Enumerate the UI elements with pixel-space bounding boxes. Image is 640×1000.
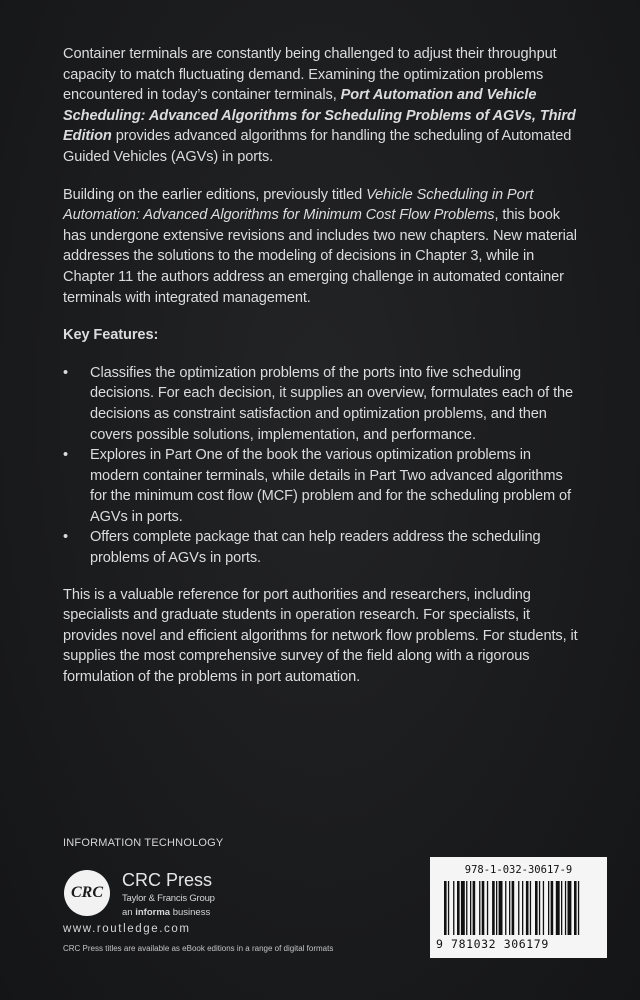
- isbn-barcode: [430, 857, 607, 958]
- previous-title: Vehicle Scheduling in Port Automation: Advanced Algorithms for Minimum Cost Flow Problems: [63, 186, 534, 224]
- book-title: Port Automation and Vehicle Scheduling: Advanced Algorithms for Scheduling Problems of AGVs, Third Edition: [63, 87, 576, 145]
- isbn-text: 978-1-032-30617-9: [464, 864, 573, 876]
- blurb-text: [63, 44, 583, 705]
- feature-item: • Classifies the optimization problems of the ports into five scheduling decisions. For each decision, it supplies an overview, formulates each of the decisions as constraint satisfaction and optimization problems, and then covers possible solutions, implementation, and performance.: [63, 364, 574, 443]
- bullet-icon: •: [63, 364, 69, 381]
- intro-paragraph: Container terminals are constantly being challenged to adjust their throughput capacity to match fluctuating demand. Examining the optimization problems encountered in today’s container terminals, Port Automation and Vehicle Scheduling: Advanced Algorithms for Scheduling Problems of AGVs, Third Edition provides advanced algorithms for handling the scheduling of Automated Guided Vehicles (AGVs) in ports.: [63, 46, 576, 165]
- editions-paragraph: Building on the earlier editions, previously titled Vehicle Scheduling in Port Automation: Advanced Algorithms for Minimum Cost Flow Problems, this book has undergone extensive revisions and includes two new chapters. New material addresses the solutions to the modeling of decisions in Chapter 3, while in Chapter 11 the authors address an emerging challenge in automated container terminals with integrated management.: [63, 186, 577, 306]
- isbn-digits: 9 781032 306179: [436, 937, 549, 951]
- bullet-icon: •: [63, 529, 69, 546]
- ebook-note: CRC Press titles are available as eBook editions in a range of digital formats: [63, 944, 334, 953]
- feature-list: [63, 363, 583, 569]
- publisher-group: Taylor & Francis Group: [122, 893, 215, 904]
- feature-item: • Offers complete package that can help readers address the scheduling problems of AGVs in ports.: [63, 529, 541, 567]
- key-features-heading: Key Features:: [63, 327, 159, 344]
- bullet-icon: •: [63, 447, 69, 464]
- feature-item: • Explores in Part One of the book the various optimization problems in modern container terminals, while details in Part Two advanced algorithms for the minimum cost flow (MCF) problem and for the scheduling problem of AGVs in ports.: [63, 447, 571, 525]
- subject-category: INFORMATION TECHNOLOGY: [63, 837, 224, 849]
- publisher-name: CRC Press: [122, 870, 213, 890]
- crc-logo-icon: CRC: [64, 870, 110, 916]
- publisher-website: www.routledge.com: [63, 923, 191, 935]
- publisher-business: an informa business: [122, 907, 211, 918]
- audience-paragraph: This is a valuable reference for port authorities and researchers, including specialists and graduate students in operation research. For specialists, it provides novel and efficient algorithms for network flow problems. For students, it supplies the most comprehensive survey of the field along with a rigorous formulation of the problems in port automation.: [63, 586, 578, 686]
